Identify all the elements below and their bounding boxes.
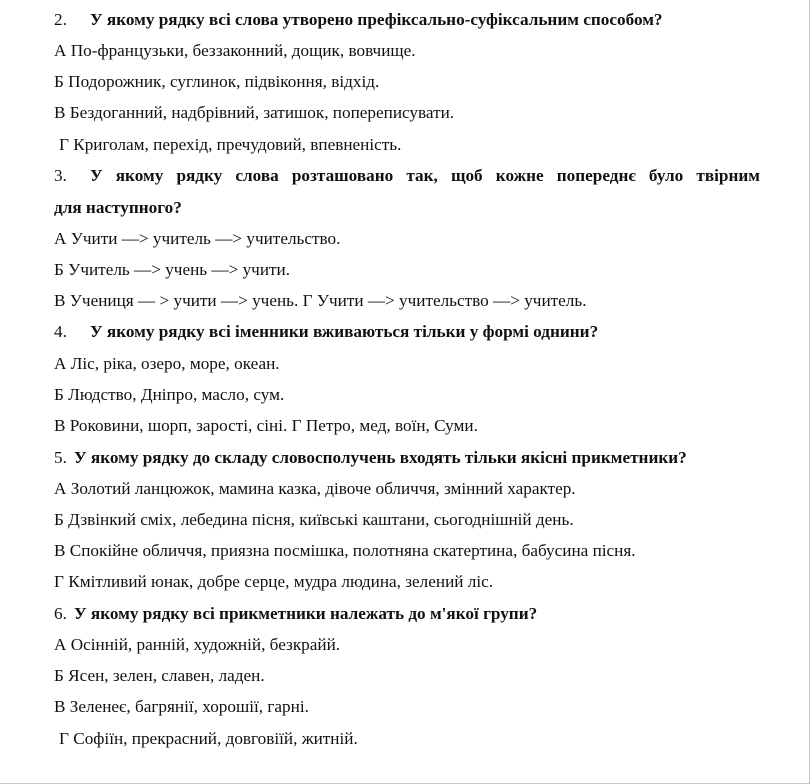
question-3-option-b: Б Учитель —> учень —> учити. (54, 260, 291, 279)
question-6-text: У якому рядку всі прикметники належать до м'якої групи? (74, 604, 538, 623)
question-2-text: У якому рядку всі слова утворено префіксально-суфіксальним способом? (90, 10, 663, 29)
question-5-option-d: Г Кмітливий юнак, добре серце, мудра людина, зелений ліс. (54, 572, 494, 591)
question-5-option-a: А Золотий ланцюжок, мамина казка, дівоче обличчя, змінний характер. (54, 479, 576, 498)
question-6-option-a: А Осінній, ранній, художній, безкрайй. (54, 635, 341, 654)
question-3-option-c: В Учениця — > учити —> учень. Г Учити —> учительство —> учитель. (54, 291, 587, 310)
question-3-option-a: А Учити —> учитель —> учительство. (54, 229, 341, 248)
question-5-text: У якому рядку до складу словосполучень входять тільки якісні прикметники? (74, 448, 687, 467)
question-3-text-line-2: для наступного? (54, 198, 182, 217)
question-2-option-d: Г Криголам, перехід, пречудовий, впевненість. (59, 135, 402, 154)
question-3-line-1 (54, 166, 760, 186)
question-6-number: 6. (54, 604, 67, 623)
question-5-option-b: Б Дзвінкий сміх, лебедина пісня, київські каштани, сьогоднішній день. (54, 510, 574, 529)
question-4 (54, 322, 598, 342)
question-2 (54, 10, 663, 30)
question-4-option-c: В Роковини, шорп, зарості, сіні. Г Петро, мед, воїн, Суми. (54, 416, 478, 435)
question-2-number: 2. (54, 10, 67, 29)
question-6-option-c: В Зеленеє, багрянії, хорошії, гарні. (54, 697, 309, 716)
question-6-option-d: Г Софіїн, прекрасний, довговіїй, житній. (59, 729, 358, 748)
question-5 (54, 448, 687, 468)
question-6 (54, 604, 537, 624)
question-4-option-b: Б Людство, Дніпро, масло, сум. (54, 385, 285, 404)
question-4-text: У якому рядку всі іменники вживаються тільки у формі однини? (90, 322, 599, 341)
question-3-number: 3. (54, 166, 67, 185)
question-4-number: 4. (54, 322, 67, 341)
question-2-option-b: Б Подорожник, суглинок, підвіконня, відхід. (54, 72, 380, 91)
question-3-text-line-1: У якому рядку слова розташовано так, щоб кожне попереднє було твірним (90, 166, 760, 185)
question-2-option-a: А По-французьки, беззаконний, дощик, вовчище. (54, 41, 416, 60)
question-5-option-c: В Спокійне обличчя, приязна посмішка, полотняна скатертина, бабусина пісня. (54, 541, 636, 560)
question-2-option-c: В Бездоганний, надбрівний, затишок, попереписувати. (54, 103, 455, 122)
question-6-option-b: Б Ясен, зелен, славен, ладен. (54, 666, 265, 685)
question-4-option-a: А Ліс, ріка, озеро, море, океан. (54, 354, 280, 373)
question-5-number: 5. (54, 448, 67, 467)
